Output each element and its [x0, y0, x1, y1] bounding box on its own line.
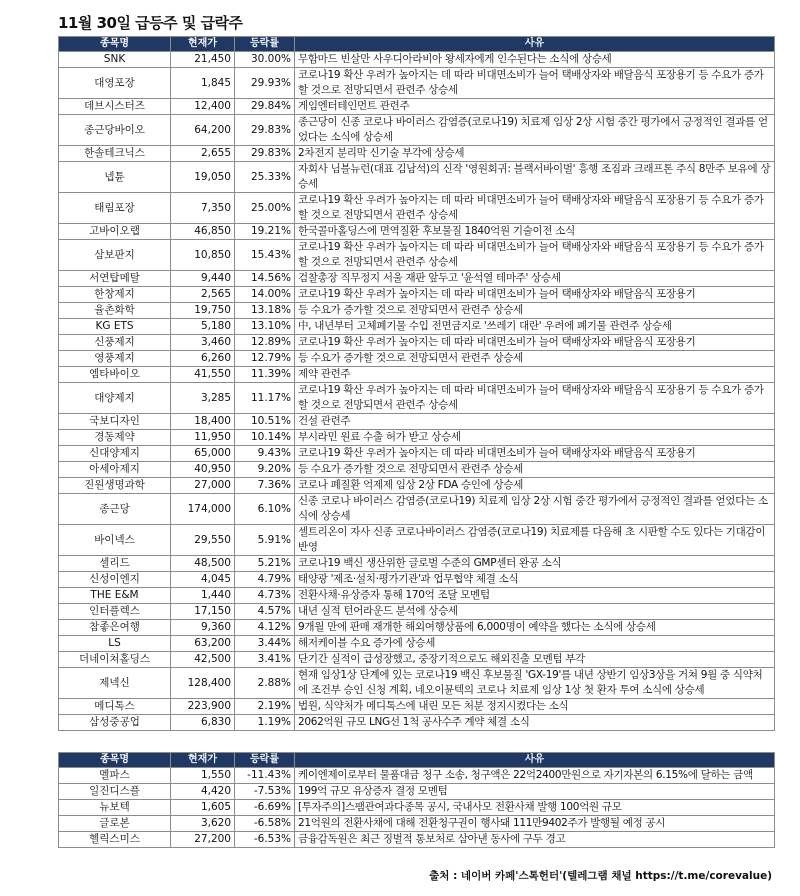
stock-reason: 케이엔제이로부터 물품대금 청구 소송, 청구액은 22억2400만원으로 자기자본의 6.15%에 달하는 금액 [295, 768, 775, 784]
stock-price: 41,550 [171, 367, 235, 383]
stock-reason: 中, 내년부터 고체폐기물 수입 전면금지로 '쓰레기 대란' 우려에 폐기물 관련주 상승세 [295, 319, 775, 335]
stock-reason: 종근당이 신종 코로나 바이러스 감염증(코로나19) 치료제 임상 2상 시험 중간 평가에서 긍정적인 결과를 얻었다는 소식에 상승세 [295, 115, 775, 146]
stock-price: 27,200 [171, 832, 235, 848]
stock-change: 29.84% [235, 99, 295, 115]
stock-reason: 9개월 만에 판매 재개한 해외여행상품에 6,000명이 예약을 했다는 소식에 상승세 [295, 620, 775, 636]
stock-name: 데브시스터즈 [59, 99, 171, 115]
table-row [59, 446, 775, 462]
table-row [59, 271, 775, 287]
stock-name: THE E&M [59, 588, 171, 604]
table-row [59, 800, 775, 816]
stock-reason: 코로나19 확산 우려가 높아지는 데 따라 비대면소비가 늘어 택배상자와 배달음식 포장용기 등 수요가 증가할 것으로 전망되면서 관련주 상승세 [295, 383, 775, 414]
stock-change: 6.10% [235, 494, 295, 525]
table-row [59, 115, 775, 146]
table-row [59, 99, 775, 115]
table-row [59, 768, 775, 784]
stock-change: 14.00% [235, 287, 295, 303]
stock-change: -6.69% [235, 800, 295, 816]
stock-name: 신성이엔지 [59, 572, 171, 588]
stock-reason: 등 수요가 증가할 것으로 전망되면서 관련주 상승세 [295, 303, 775, 319]
table-row [59, 699, 775, 715]
table-row [59, 68, 775, 99]
table-row [59, 668, 775, 699]
stock-price: 9,360 [171, 620, 235, 636]
stock-reason: 21억원의 전환사채에 대해 전환청구권이 행사돼 111만9402주가 발행될 예정 공시 [295, 816, 775, 832]
table-row [59, 715, 775, 731]
stock-name: 영풍제지 [59, 351, 171, 367]
stock-reason: 2062억원 규모 LNG선 1척 공사수주 계약 체결 소식 [295, 715, 775, 731]
stock-name: 멜파스 [59, 768, 171, 784]
stock-price: 2,655 [171, 146, 235, 162]
header-name: 종목명 [59, 753, 171, 768]
stock-name: 뉴보텍 [59, 800, 171, 816]
table-row [59, 303, 775, 319]
table-row [59, 52, 775, 68]
stock-change: 13.10% [235, 319, 295, 335]
header-reason: 사유 [295, 753, 775, 768]
stock-reason: 전환사채·유상증자 통해 170억 조달 모멘텀 [295, 588, 775, 604]
stock-change: 30.00% [235, 52, 295, 68]
stock-change: 9.43% [235, 446, 295, 462]
stock-name: 삼성중공업 [59, 715, 171, 731]
stock-price: 46,850 [171, 224, 235, 240]
stock-reason: 제약 관련주 [295, 367, 775, 383]
stock-reason: 자회사 님블뉴런(대표 김남석)의 신작 '영원회귀: 블랙서바이벌' 흥행 조짐과 크래프톤 주식 8만주 보유에 상승세 [295, 162, 775, 193]
stock-name: 제넥신 [59, 668, 171, 699]
stock-reason: 신종 코로나 바이러스 감염증(코로나19) 치료제 임상 2상 시험 중간 평가에서 긍정적인 결과를 얻었다는 소식에 상승세 [295, 494, 775, 525]
table-row [59, 525, 775, 556]
stock-price: 1,605 [171, 800, 235, 816]
stock-change: 15.43% [235, 240, 295, 271]
table-row [59, 162, 775, 193]
stock-reason: 코로나 폐질환 억제제 임상 2상 FDA 승인에 상승세 [295, 478, 775, 494]
table-row [59, 351, 775, 367]
stock-price: 29,550 [171, 525, 235, 556]
stock-reason: 코로나19 확산 우려가 높아지는 데 따라 비대면소비가 늘어 택배상자와 배달음식 포장용기 등 수요가 증가할 것으로 전망되면서 관련주 상승세 [295, 68, 775, 99]
stock-change: 1.19% [235, 715, 295, 731]
stock-reason: 건설 관련주 [295, 414, 775, 430]
table-row [59, 319, 775, 335]
table-row [59, 335, 775, 351]
table-row [59, 816, 775, 832]
stock-reason: 태양광 '제조·설치·평가기관'과 업무협약 체결 소식 [295, 572, 775, 588]
stock-name: 경동제약 [59, 430, 171, 446]
rising-stocks-table [58, 36, 775, 731]
stock-name: 신대양제지 [59, 446, 171, 462]
stock-name: 종근당바이오 [59, 115, 171, 146]
table-row [59, 414, 775, 430]
stock-price: 1,845 [171, 68, 235, 99]
stock-name: 진원생명과학 [59, 478, 171, 494]
stock-reason: 2차전지 분리막 신기술 부각에 상승세 [295, 146, 775, 162]
stock-reason: 코로나19 확산 우려가 높아지는 데 따라 비대면소비가 늘어 택배상자와 배달음식 포장용기 [295, 287, 775, 303]
stock-name: 메디톡스 [59, 699, 171, 715]
header-name: 종목명 [59, 37, 171, 52]
stock-price: 63,200 [171, 636, 235, 652]
stock-name: 헬릭스미스 [59, 832, 171, 848]
table-row [59, 224, 775, 240]
stock-change: -6.53% [235, 832, 295, 848]
header-reason: 사유 [295, 37, 775, 52]
stock-name: 글로본 [59, 816, 171, 832]
stock-change: 7.36% [235, 478, 295, 494]
stock-change: 19.21% [235, 224, 295, 240]
stock-price: 3,620 [171, 816, 235, 832]
stock-change: 4.73% [235, 588, 295, 604]
stock-reason: 부시라민 원료 수출 허가 받고 상승세 [295, 430, 775, 446]
stock-change: -7.53% [235, 784, 295, 800]
stock-name: KG ETS [59, 319, 171, 335]
stock-name: 대양제지 [59, 383, 171, 414]
stock-name: 넵튠 [59, 162, 171, 193]
table-header-row [59, 37, 775, 52]
stock-reason: 코로나19 백신 생산위한 글로벌 수준의 GMP센터 완공 소식 [295, 556, 775, 572]
table-row [59, 636, 775, 652]
stock-name: SNK [59, 52, 171, 68]
stock-change: 2.19% [235, 699, 295, 715]
stock-price: 7,350 [171, 193, 235, 224]
page-title: 11월 30일 급등주 및 급락주 [58, 14, 243, 32]
stock-price: 64,200 [171, 115, 235, 146]
table-row [59, 556, 775, 572]
stock-price: 4,045 [171, 572, 235, 588]
stock-price: 6,260 [171, 351, 235, 367]
stock-change: -11.43% [235, 768, 295, 784]
stock-change: 14.56% [235, 271, 295, 287]
table-row [59, 572, 775, 588]
table-row [59, 784, 775, 800]
stock-price: 10,850 [171, 240, 235, 271]
stock-reason: 단기간 실적이 급성장했고, 중장기적으로도 해외진출 모멘텀 부각 [295, 652, 775, 668]
stock-name: 더네이쳐홀딩스 [59, 652, 171, 668]
stock-name: 고바이오랩 [59, 224, 171, 240]
stock-name: 엠타바이오 [59, 367, 171, 383]
stock-change: 29.83% [235, 115, 295, 146]
stock-change: 5.21% [235, 556, 295, 572]
stock-change: 11.17% [235, 383, 295, 414]
stock-price: 5,180 [171, 319, 235, 335]
table-row [59, 193, 775, 224]
stock-change: 3.44% [235, 636, 295, 652]
table-row [59, 478, 775, 494]
stock-name: 셀리드 [59, 556, 171, 572]
stock-name: 종근당 [59, 494, 171, 525]
stock-name: 서연탑메탈 [59, 271, 171, 287]
stock-change: 9.20% [235, 462, 295, 478]
stock-change: -6.58% [235, 816, 295, 832]
table-row [59, 832, 775, 848]
stock-name: 한솔테크닉스 [59, 146, 171, 162]
stock-price: 48,500 [171, 556, 235, 572]
stock-change: 4.57% [235, 604, 295, 620]
stock-name: 대영포장 [59, 68, 171, 99]
stock-price: 9,440 [171, 271, 235, 287]
header-price: 현재가 [171, 753, 235, 768]
header-change: 등락률 [235, 37, 295, 52]
stock-reason: 무함마드 빈살만 사우디아라비아 왕세자에게 인수된다는 소식에 상승세 [295, 52, 775, 68]
stock-reason: 내년 실적 턴어라운드 분석에 상승세 [295, 604, 775, 620]
table-row [59, 240, 775, 271]
stock-price: 21,450 [171, 52, 235, 68]
stock-change: 4.12% [235, 620, 295, 636]
stock-change: 11.39% [235, 367, 295, 383]
table-header-row [59, 753, 775, 768]
table-row [59, 604, 775, 620]
stock-name: 일진디스플 [59, 784, 171, 800]
stock-price: 19,050 [171, 162, 235, 193]
stock-name: 율촌화학 [59, 303, 171, 319]
table-row [59, 430, 775, 446]
stock-price: 18,400 [171, 414, 235, 430]
stock-reason: 코로나19 확산 우려가 높아지는 데 따라 비대면소비가 늘어 택배상자와 배달음식 포장용기 [295, 446, 775, 462]
stock-change: 13.18% [235, 303, 295, 319]
stock-change: 29.93% [235, 68, 295, 99]
stock-price: 2,565 [171, 287, 235, 303]
stock-reason: 검찰총장 직무정지 서울 재판 앞두고 '윤석열 테마주' 상승세 [295, 271, 775, 287]
table-row [59, 287, 775, 303]
table-row [59, 367, 775, 383]
stock-reason: 현재 임상1상 단계에 있는 코로나19 백신 후보물질 'GX-19'를 내년 상반기 임상3상을 거쳐 9월 중 식약처에 조건부 승인 신청 계획, 네오이뮨텍의 코로나 치료제 임상 1상 첫 환자 투여 소식에 상승세 [295, 668, 775, 699]
stock-price: 1,550 [171, 768, 235, 784]
stock-change: 25.00% [235, 193, 295, 224]
stock-reason: 코로나19 확산 우려가 높아지는 데 따라 비대면소비가 늘어 택배상자와 배달음식 포장용기 등 수요가 증가할 것으로 전망되면서 관련주 상승세 [295, 193, 775, 224]
stock-price: 40,950 [171, 462, 235, 478]
header-change: 등락률 [235, 753, 295, 768]
stock-reason: 코로나19 확산 우려가 높아지는 데 따라 비대면소비가 늘어 택배상자와 배달음식 포장용기 [295, 335, 775, 351]
stock-change: 5.91% [235, 525, 295, 556]
stock-reason: [투자주의]스팸관여과다종목 공시, 국내사모 전환사채 발행 100억원 규모 [295, 800, 775, 816]
stock-name: 삼보판지 [59, 240, 171, 271]
stock-price: 27,000 [171, 478, 235, 494]
stock-price: 128,400 [171, 668, 235, 699]
stock-name: 신풍제지 [59, 335, 171, 351]
stock-name: LS [59, 636, 171, 652]
stock-name: 태림포장 [59, 193, 171, 224]
stock-price: 4,420 [171, 784, 235, 800]
stock-change: 12.79% [235, 351, 295, 367]
stock-change: 10.14% [235, 430, 295, 446]
table-row [59, 146, 775, 162]
stock-reason: 코로나19 확산 우려가 높아지는 데 따라 비대면소비가 늘어 택배상자와 배달음식 포장용기 등 수요가 증가할 것으로 전망되면서 관련주 상승세 [295, 240, 775, 271]
stock-price: 174,000 [171, 494, 235, 525]
stock-name: 바이넥스 [59, 525, 171, 556]
header-price: 현재가 [171, 37, 235, 52]
stock-name: 참좋은여행 [59, 620, 171, 636]
stock-name: 인터플렉스 [59, 604, 171, 620]
stock-reason: 한국콜마홀딩스에 면역질환 후보물질 1840억원 기술이전 소식 [295, 224, 775, 240]
stock-reason: 등 수요가 증가할 것으로 전망되면서 관련주 상승세 [295, 462, 775, 478]
stock-price: 1,440 [171, 588, 235, 604]
stock-change: 29.83% [235, 146, 295, 162]
stock-reason: 등 수요가 증가할 것으로 전망되면서 관련주 상승세 [295, 351, 775, 367]
stock-reason: 199억 규모 유상증자 결정 모멘텀 [295, 784, 775, 800]
stock-reason: 해저케이블 수요 증가에 상승세 [295, 636, 775, 652]
stock-price: 12,400 [171, 99, 235, 115]
table-row [59, 588, 775, 604]
stock-change: 4.79% [235, 572, 295, 588]
stock-name: 한창제지 [59, 287, 171, 303]
stock-name: 아세아제지 [59, 462, 171, 478]
stock-name: 국보디자인 [59, 414, 171, 430]
table-row [59, 462, 775, 478]
stock-price: 17,150 [171, 604, 235, 620]
stock-reason: 법원, 식약처가 메디톡스에 내린 모든 처분 정지시켰다는 소식 [295, 699, 775, 715]
table-row [59, 652, 775, 668]
stock-reason: 게임엔터테인먼트 관련주 [295, 99, 775, 115]
falling-stocks-table [58, 752, 775, 848]
stock-price: 223,900 [171, 699, 235, 715]
stock-change: 3.41% [235, 652, 295, 668]
stock-reason: 금융감독원은 최근 징벌적 통보처로 삼아낸 동사에 구두 경고 [295, 832, 775, 848]
stock-change: 2.88% [235, 668, 295, 699]
stock-change: 10.51% [235, 414, 295, 430]
stock-change: 12.89% [235, 335, 295, 351]
table-row [59, 383, 775, 414]
table-row [59, 494, 775, 525]
stock-price: 42,500 [171, 652, 235, 668]
stock-price: 19,750 [171, 303, 235, 319]
stock-change: 25.33% [235, 162, 295, 193]
table-row [59, 620, 775, 636]
stock-price: 3,460 [171, 335, 235, 351]
stock-price: 6,830 [171, 715, 235, 731]
stock-price: 11,950 [171, 430, 235, 446]
stock-price: 3,285 [171, 383, 235, 414]
stock-price: 65,000 [171, 446, 235, 462]
source-credit: 출처 : 네이버 카페'스톡헌터'(텔레그램 채널 https://t.me/corevalue) [429, 870, 772, 882]
stock-reason: 셀트리온이 자사 신종 코로나바이러스 감염증(코로나19) 치료제를 다음해 초 시판할 수도 있다는 기대감이 반영 [295, 525, 775, 556]
